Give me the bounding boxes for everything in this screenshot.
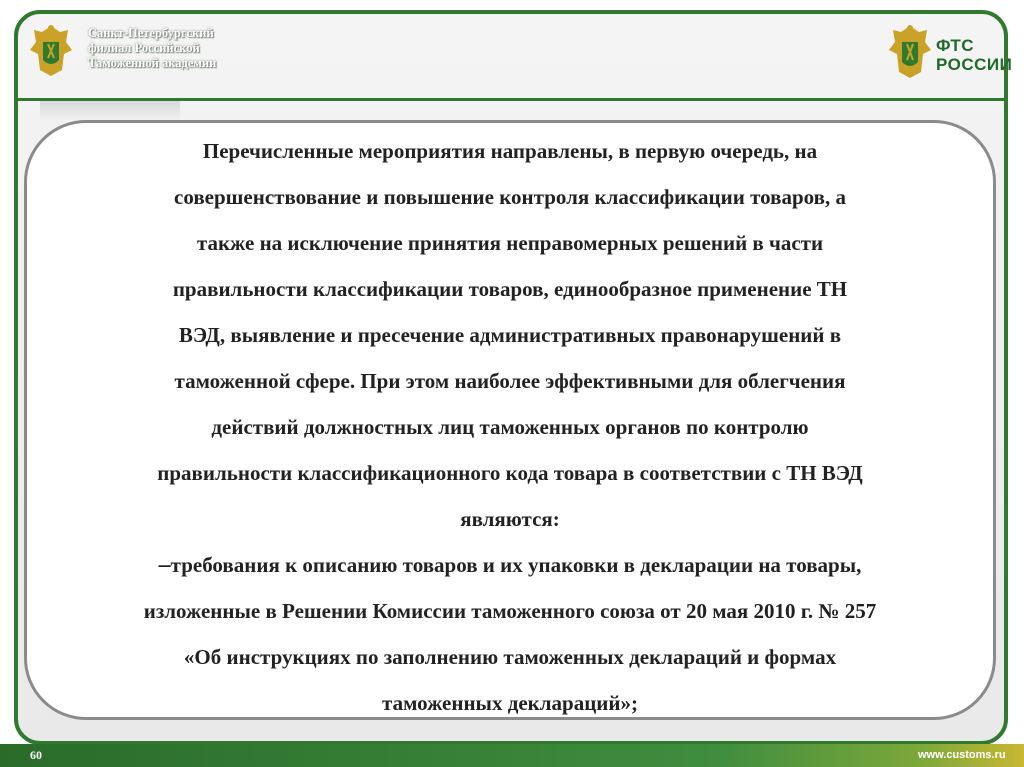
org-name-line2: филиал Российской — [88, 41, 200, 55]
fts-logo-line2: РОССИИ — [936, 55, 1013, 74]
bullet-line: требования к описанию товаров и их упаковки в декларации на товары, — [170, 553, 862, 577]
org-name-line3: Таможенной академии — [88, 56, 217, 70]
text-line: действий должностных лиц таможенных органов по контролю — [211, 415, 809, 439]
text-line: совершенствование и повышение контроля классификации товаров, а — [174, 185, 846, 209]
bullet-line: изложенные в Решении Комиссии таможенного союза от 20 мая 2010 г. № 257 — [143, 599, 877, 623]
org-name-line1: Санкт-Петербургский — [88, 26, 214, 40]
text-line: являются: — [460, 507, 560, 531]
fts-logo-line1: ФТС — [936, 36, 975, 55]
text-line: правильности классификационного кода товара в соответствии с ТН ВЭД — [157, 461, 863, 485]
fts-logo-text — [936, 36, 1013, 74]
bullet-line: «Об инструкциях по заполнению таможенных деклараций и формах — [183, 645, 837, 669]
bullet-dash: – — [158, 552, 171, 578]
footer-bar — [0, 744, 1024, 767]
text-line: ВЭД, выявление и пресечение административных правонарушений в — [178, 323, 842, 347]
text-line: правильности классификации товаров, единообразное применение ТН — [172, 277, 848, 301]
header-shadow-decoration — [40, 101, 180, 121]
text-line: также на исключение принятия неправомерных решений в части — [196, 231, 824, 255]
fts-emblem-icon — [888, 22, 932, 82]
bullet-line: таможенных деклараций»; — [382, 691, 638, 715]
organization-name — [88, 26, 288, 71]
text-line: Перечисленные мероприятия направлены, в первую очередь, на — [202, 139, 818, 163]
main-paragraph — [44, 128, 976, 726]
page-number: 60 — [30, 748, 42, 762]
footer-url: www.customs.ru — [918, 749, 1006, 761]
customs-emblem-icon — [28, 22, 74, 80]
text-line: таможенной сфере. При этом наиболее эффективными для облегчения — [174, 369, 846, 393]
